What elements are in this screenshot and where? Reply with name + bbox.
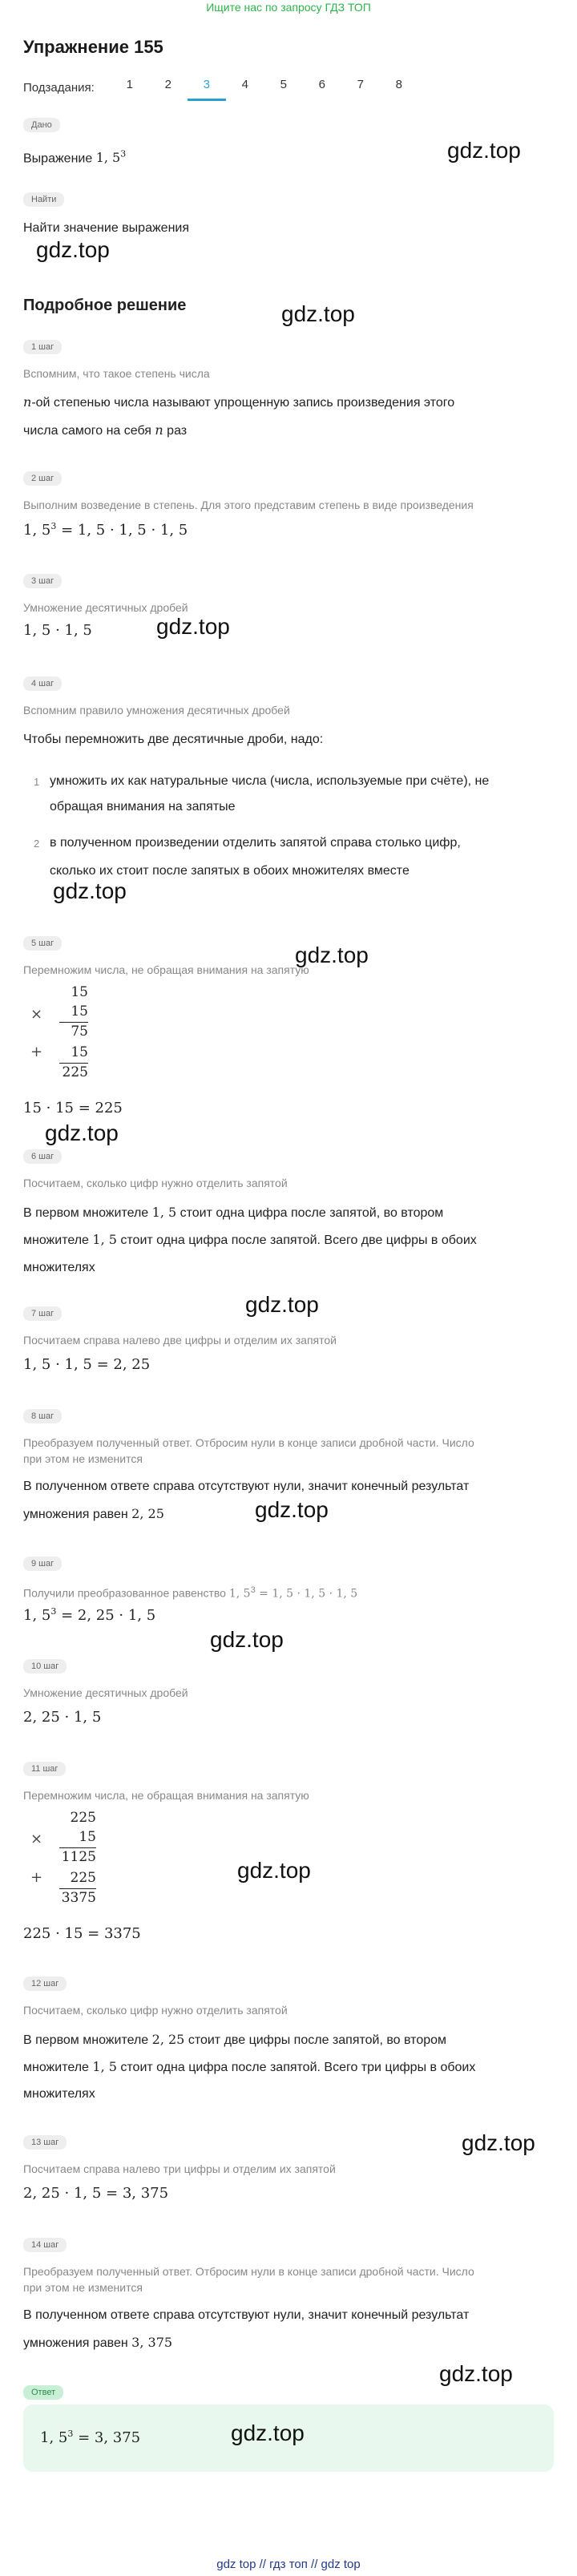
step-6-tag: 6 шаг <box>23 1149 62 1164</box>
watermark: gdz.top <box>439 2361 513 2386</box>
step-11-note: Перемножим числа, не обращая внимания на запятую <box>23 1789 309 1802</box>
watermark: gdz.top <box>231 2421 305 2445</box>
step-13-tag: 13 шаг <box>23 2135 67 2150</box>
step-13-note: Посчитаем справа налево три цифры и отделим их запятой <box>23 2162 336 2175</box>
step-4-item-2-line-2: сколько их стоит после запятых в обоих множителях вместе <box>50 864 410 878</box>
step-12-l1a: В первом множителе <box>23 2033 149 2047</box>
step-9-note-rest: = 1, 5 · 1, 5 · 1, 5 <box>255 1587 358 1601</box>
step-14-line-2 <box>23 2329 556 2357</box>
subtask-tab-5[interactable]: 5 <box>280 78 287 91</box>
subtasks-label: Подзадания: <box>23 80 95 95</box>
find-text: Найти значение выражения <box>23 221 190 235</box>
step-5-note: Перемножим числа, не обращая внимания на запятую <box>23 963 309 976</box>
step-7-tag: 7 шаг <box>23 1306 62 1321</box>
step-12-line-1 <box>23 2026 556 2054</box>
step-10-note: Умножение десятичных дробей <box>23 1686 188 1699</box>
step-2-rest: = 1, 5 · 1, 5 · 1, 5 <box>56 522 188 539</box>
step-1-line-2 <box>23 417 556 445</box>
step-12-note: Посчитаем, сколько цифр нужно отделить запятой <box>23 2004 288 2017</box>
step-11-tag: 11 шаг <box>23 1762 66 1776</box>
find-tag: Найти <box>23 192 64 207</box>
column-sum: 225 <box>62 1064 88 1080</box>
list-number: 1 <box>34 776 40 788</box>
step-6-l1b: стоит одна цифра после запятой, во втором <box>180 1206 444 1220</box>
column-factor-a: 225 <box>70 1810 96 1826</box>
step-3-note: Умножение десятичных дробей <box>23 601 188 614</box>
watermark: gdz.top <box>156 614 230 639</box>
step-12-l1m: 2, 25 <box>151 2032 185 2047</box>
column-rule <box>59 1847 96 1848</box>
step-14-note-2: при этом не изменится <box>23 2281 143 2294</box>
step-1-tag: 1 шаг <box>23 340 62 354</box>
watermark: gdz.top <box>447 138 521 163</box>
column-factor-b: 15 <box>71 1003 88 1019</box>
step-6-line-2 <box>23 1226 556 1254</box>
column-partial-2: 15 <box>71 1044 88 1060</box>
times-sign: × <box>30 1006 43 1023</box>
step-9-tag: 9 шаг <box>23 1557 62 1571</box>
step-12-l2a: множителе <box>23 2061 89 2074</box>
step-10-tag: 10 шаг <box>23 1659 67 1674</box>
subtask-tab-2[interactable]: 2 <box>164 78 171 91</box>
column-rule <box>59 1888 96 1889</box>
step-1-line-1-text: -ой степенью числа называют упрощенную запись произведения этого <box>31 396 455 410</box>
watermark: gdz.top <box>237 1858 311 1883</box>
step-11-result: 225 · 15 = 3375 <box>23 1925 141 1942</box>
step-6-line-1 <box>23 1199 556 1227</box>
subtask-tab-6[interactable]: 6 <box>318 78 325 91</box>
given-exp: 3 <box>120 149 127 159</box>
watermark: gdz.top <box>281 301 355 326</box>
step-1-note: Вспомним, что такое степень числа <box>23 367 210 380</box>
list-number: 2 <box>34 838 40 850</box>
step-6-l1a: В первом множителе <box>23 1206 149 1220</box>
step-5-result: 15 · 15 = 225 <box>23 1100 123 1116</box>
step-9-note-text: Получили преобразованное равенство <box>23 1586 226 1600</box>
answer-tag: Ответ <box>23 2385 63 2400</box>
step-9-note <box>23 1582 556 1602</box>
step-2-note: Выполним возведение в степень. Для этого представим степень в виде произведения <box>23 499 474 511</box>
answer-math <box>40 2429 140 2446</box>
step-7-math: 1, 5 · 1, 5 = 2, 25 <box>23 1356 151 1373</box>
step-6-line-3: множителях <box>23 1261 95 1274</box>
step-14-l2: умножения равен <box>23 2336 128 2350</box>
watermark: gdz.top <box>295 943 369 967</box>
column-rule <box>59 1063 88 1064</box>
watermark: gdz.top <box>53 878 127 903</box>
step-2-base: 1, 5 <box>23 522 51 539</box>
step-9-math <box>23 1606 155 1624</box>
solution-heading: Подробное решение <box>23 297 187 314</box>
step-8-l2: умножения равен <box>23 1508 128 1521</box>
subtask-tab-1[interactable]: 1 <box>126 78 133 91</box>
step-8-tag: 8 шаг <box>23 1409 62 1423</box>
step-3-tag: 3 шаг <box>23 574 62 588</box>
column-factor-a: 15 <box>71 984 88 1000</box>
step-6-l2b: стоит одна цифра после запятой. Всего две цифры в обоих <box>120 1233 477 1247</box>
subtask-tab-4[interactable]: 4 <box>241 78 248 91</box>
subtask-tab-7[interactable]: 7 <box>357 78 364 91</box>
step-12-l2m: 1, 5 <box>92 2059 117 2074</box>
plus-sign: + <box>30 1044 43 1060</box>
times-sign: × <box>30 1831 43 1847</box>
step-2-exp: 3 <box>50 521 57 531</box>
column-rule <box>59 1022 88 1023</box>
step-12-tag: 12 шаг <box>23 1976 67 1991</box>
column-partial-2: 225 <box>70 1870 96 1886</box>
top-banner[interactable]: Ищите нас по запросу ГДЗ ТОП <box>206 1 371 14</box>
step-1-line-2-end: раз <box>167 424 188 438</box>
column-partial-1: 1125 <box>61 1849 96 1865</box>
step-6-l2a: множителе <box>23 1233 89 1247</box>
step-12-l2b: стоит одна цифра после запятой. Всего три цифры в обоих <box>120 2061 476 2074</box>
subtasks-nav <box>23 74 418 101</box>
answer-base: 1, 5 <box>40 2429 68 2446</box>
step-8-note-2: при этом не изменится <box>23 1452 143 1465</box>
step-4-tag: 4 шаг <box>23 676 62 691</box>
step-8-l2m: 2, 25 <box>131 1506 164 1521</box>
watermark: gdz.top <box>210 1627 284 1652</box>
step-12-line-2 <box>23 2053 556 2081</box>
step-4-item-1-line-2: обращая внимания на запятые <box>50 800 236 814</box>
step-6-l2m: 1, 5 <box>92 1232 117 1247</box>
step-9-note-exp: 3 <box>250 1585 256 1595</box>
watermark: gdz.top <box>36 237 110 262</box>
step-4-note: Вспомним правило умножения десятичных дробей <box>23 704 290 717</box>
column-sum: 3375 <box>61 1890 96 1906</box>
step-6-l1m: 1, 5 <box>151 1205 177 1220</box>
answer-rest: = 3, 375 <box>73 2429 141 2446</box>
step-14-note-1: Преобразуем полученный ответ. Отбросим нули в конце записи дробной части. Число <box>23 2265 474 2278</box>
step-14-l2m: 3, 375 <box>131 2335 173 2350</box>
step-12-line-3: множителях <box>23 2087 95 2101</box>
footer-links[interactable]: gdz top // гдз топ // gdz top <box>216 2558 361 2571</box>
step-1-line-2-text: числа самого на себя <box>23 424 151 438</box>
given-base: 1, 5 <box>95 150 121 166</box>
step-10-math: 2, 25 · 1, 5 <box>23 1709 102 1726</box>
var-n: n <box>23 394 32 410</box>
step-13-math: 2, 25 · 1, 5 = 3, 375 <box>23 2185 169 2202</box>
step-1-line-1 <box>23 389 556 417</box>
step-4-intro: Чтобы перемножить две десятичные дроби, надо: <box>23 733 324 746</box>
step-2-math <box>23 521 188 539</box>
step-14-line-1: В полученном ответе справа отсутствуют нули, значит конечный результат <box>23 2308 470 2322</box>
watermark: gdz.top <box>45 1120 119 1145</box>
subtask-tab-8[interactable]: 8 <box>395 78 402 91</box>
step-9-base: 1, 5 <box>23 1607 51 1624</box>
answer-exp: 3 <box>67 2429 74 2439</box>
step-9-rest: = 2, 25 · 1, 5 <box>56 1607 156 1624</box>
step-5-tag: 5 шаг <box>23 936 62 951</box>
column-partial-1: 75 <box>71 1024 88 1040</box>
step-4-item-1-line-1: умножить их как натуральные числа (числа, используемые при счёте), не <box>50 774 490 788</box>
step-7-note: Посчитаем справа налево две цифры и отделим их запятой <box>23 1334 337 1347</box>
column-factor-b: 15 <box>79 1829 96 1845</box>
given-expr <box>96 150 127 165</box>
watermark: gdz.top <box>462 2130 535 2155</box>
given-tag: Дано <box>23 118 60 132</box>
step-2-tag: 2 шаг <box>23 471 62 486</box>
subtask-tab-3[interactable]: 3 <box>188 74 226 101</box>
watermark: gdz.top <box>245 1292 319 1317</box>
step-12-l1b: стоит две цифры после запятой, во втором <box>188 2033 447 2047</box>
step-6-note: Посчитаем, сколько цифр нужно отделить запятой <box>23 1177 288 1189</box>
given-label: Выражение <box>23 151 93 166</box>
step-9-note-base: 1, 5 <box>228 1587 251 1601</box>
step-8-note-1: Преобразуем полученный ответ. Отбросим нули в конце записи дробной части. Число <box>23 1436 474 1449</box>
step-9-exp: 3 <box>50 1606 57 1617</box>
var-n: n <box>155 422 163 438</box>
step-3-math: 1, 5 · 1, 5 <box>23 622 92 639</box>
step-4-item-2-line-1: в полученном произведении отделить запятой справа столько цифр, <box>50 836 461 850</box>
step-8-line-1: В полученном ответе справа отсутствуют нули, значит конечный результат <box>23 1480 470 1493</box>
plus-sign: + <box>30 1869 43 1886</box>
page-title: Упражнение 155 <box>23 37 163 57</box>
step-14-tag: 14 шаг <box>23 2238 67 2252</box>
watermark: gdz.top <box>255 1497 329 1522</box>
